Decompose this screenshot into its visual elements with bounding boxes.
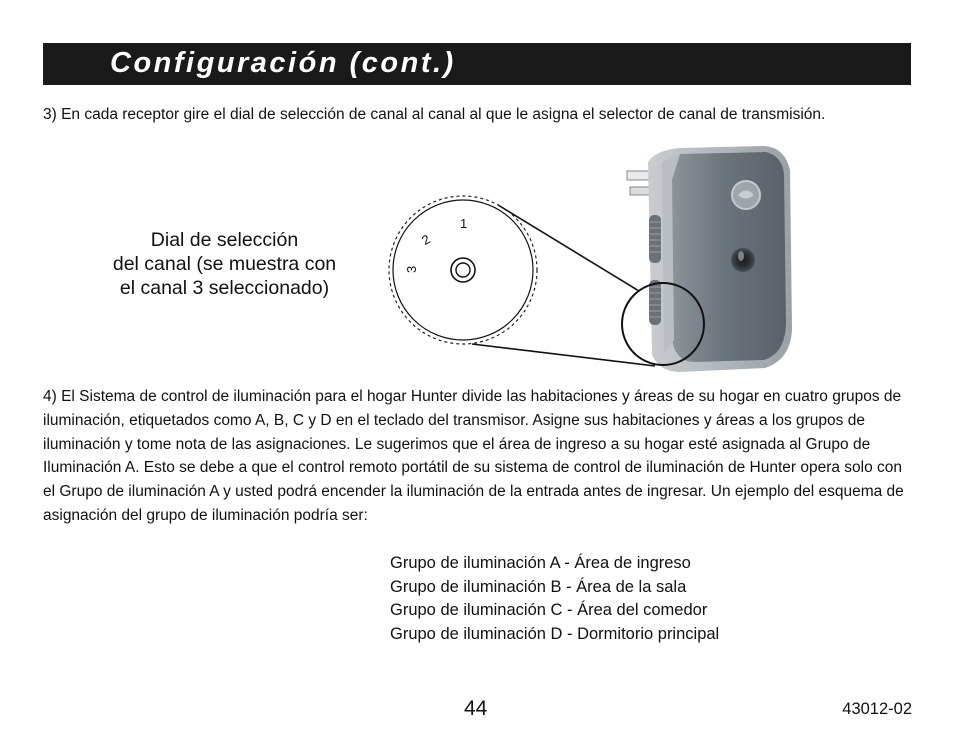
section-header-bar [43, 43, 911, 85]
assignment-list [390, 552, 719, 646]
page-number: 44 [464, 697, 488, 720]
receiver-illustration [380, 140, 800, 390]
dial-label-3: 3 [404, 265, 419, 273]
assignment-item: Grupo de iluminación C - Área del comedor [390, 601, 708, 619]
document-code: 43012-02 [842, 700, 912, 718]
step-4-paragraph: 4) El Sistema de control de iluminación para el hogar Hunter divide las habitaciones y áreas de su hogar en cuatro grupos de iluminación, etiquetados como A, B, C y D en el teclado del transmisor. Asigne sus habitaciones y áreas a los grupos de iluminación y tome nota de las asignaciones. Le sugerimos que el área de ingreso a su hogar esté asignada al Grupo de Iluminación A. Esto se debe a que el control remoto portátil de su sistema de control de iluminación de Hunter opera solo con el Grupo de iluminación A y usted podrá encender la iluminación de la entrada antes de ingresar. Un ejemplo del esquema de asignación del grupo de iluminación podría ser: [43, 388, 904, 524]
section-title: Configuración (cont.) [110, 47, 456, 79]
step-3-paragraph: 3) En cada receptor gire el dial de selección de canal al canal al que le asigna el selector de canal de transmisión. [43, 106, 826, 123]
channel-dial [389, 196, 537, 344]
receiver-dial-figure [380, 140, 800, 390]
assignment-item: Grupo de iluminación B - Área de la sala [390, 577, 687, 596]
dial-caption [72, 228, 377, 300]
receiver-body [648, 146, 792, 372]
sensor-eye [731, 248, 755, 272]
dial-caption-line-1: Dial de selección [150, 229, 299, 251]
dial-label-1: 1 [460, 216, 468, 231]
assignment-item: Grupo de iluminación A - Área de ingreso [390, 554, 691, 572]
assignment-item: Grupo de iluminación D - Dormitorio principal [390, 624, 720, 643]
dial-caption-line-3: el canal 3 seleccionado) [119, 277, 330, 299]
dial-caption-line-2: del canal (se muestra con [112, 253, 337, 275]
dial-label-2: 2 [419, 231, 433, 248]
